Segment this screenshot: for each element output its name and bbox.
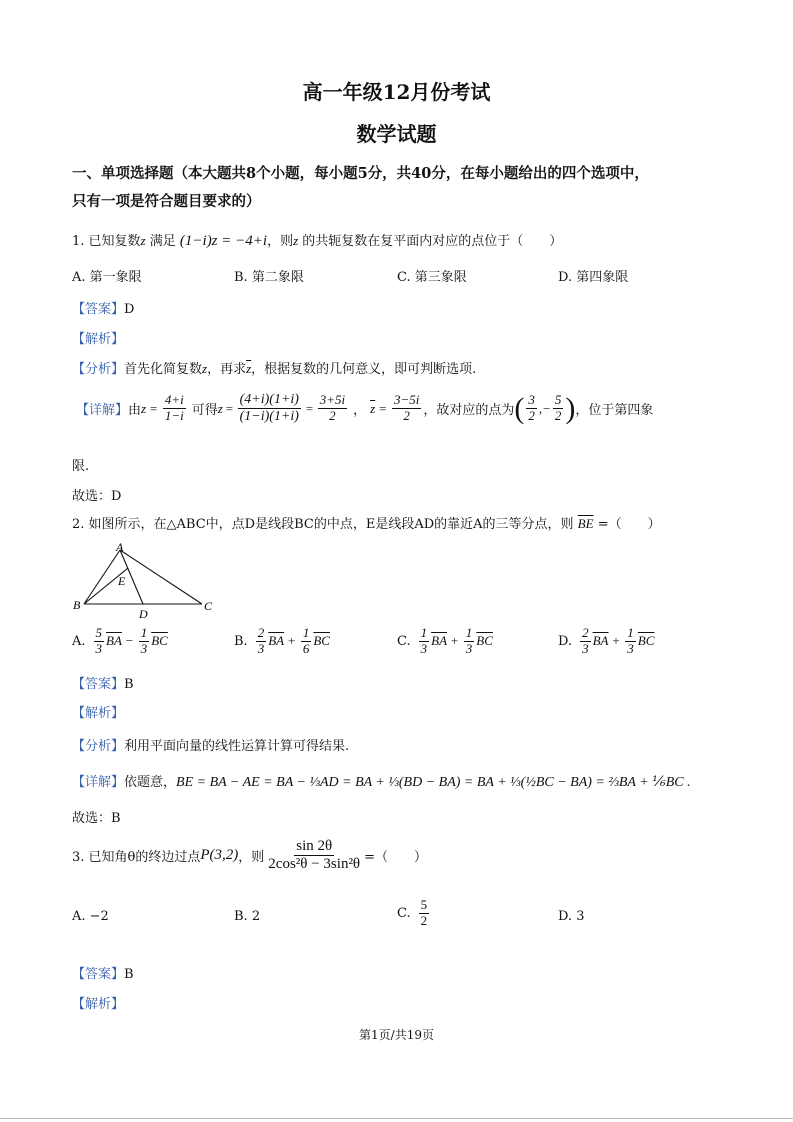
detail-label: 【详解】 [72, 775, 125, 790]
q1-stem-part: 的共轭复数在复平面内对应的点位于（ ） [302, 234, 563, 249]
frac-denominator: 3 [257, 640, 265, 656]
label-a: A [116, 540, 124, 554]
frac-numerator: 4+i [164, 392, 184, 408]
frac-numerator: 5 [95, 625, 103, 640]
q1-option-a: A. 第一象限 [72, 270, 142, 285]
q3-point: P(3,2) [200, 847, 239, 864]
q1-fenxi [72, 358, 476, 377]
coef-1 [256, 626, 267, 657]
option-prefix: C. [397, 905, 411, 921]
fenxi-label: 【分析】 [72, 739, 125, 754]
q1-option-d: D. 第四象限 [558, 270, 629, 285]
q2-option-c [397, 626, 493, 657]
frac-denominator: 2 [554, 408, 562, 424]
q1-detail-part: 由 [128, 403, 142, 419]
q2-conclusion: 故选：B [72, 811, 121, 826]
option-prefix: B. [234, 633, 248, 649]
frac-numerator: 1 [627, 625, 634, 640]
q1-analysis-label: 【解析】 [72, 332, 125, 347]
section-heading-line2: 只有一项是符合题目要求的） [72, 193, 261, 210]
q3-fraction [266, 838, 362, 874]
q1-conclusion: 故选：D [72, 489, 122, 504]
q1-var-z: z [140, 233, 146, 248]
section-heading-line1: 一、单项选择题（本大题共8个小题，每小题5分，共40分，在每小题给出的四个选项中， [72, 165, 649, 182]
q1-detail-cont: 限. [72, 459, 90, 474]
frac-denominator: 3 [465, 640, 473, 656]
q2-stem-end: =（ ） [597, 517, 661, 532]
frac-denominator: (1−i)(1+i) [239, 409, 299, 425]
frac-numerator: 5 [554, 392, 562, 408]
q1-detail-part: 可得 [191, 403, 218, 419]
q1-var-zbar: $\overline{z}$ [246, 361, 252, 376]
frac-denominator: 2 [528, 408, 535, 424]
frac-denominator: 3 [140, 640, 148, 656]
option-prefix: A. [72, 633, 86, 649]
operator: + [287, 633, 296, 649]
q1-stem [72, 230, 562, 250]
frac-numerator: 3−5i [393, 392, 420, 408]
q1-frac-4 [392, 393, 421, 424]
frac-denominator: 2cos²θ − 3sin²θ [268, 856, 361, 873]
q2-option-d [558, 626, 654, 657]
q2-fenxi [72, 735, 349, 754]
q2-answer [72, 673, 134, 692]
q1-frac-3 [318, 393, 347, 424]
frac-denominator: 1−i [164, 408, 184, 424]
frac-numerator: 1 [302, 625, 310, 640]
vector: $\overline{BC}$ [476, 633, 493, 649]
frac-denominator: 3 [627, 640, 634, 656]
q2-option-b [234, 626, 330, 657]
point-sep: ,− [538, 400, 551, 416]
page-footer: 第1页/共19页 [359, 1028, 434, 1042]
vector: $\overline{BC}$ [637, 633, 655, 649]
operator: − [124, 633, 134, 649]
edge-ac [120, 550, 202, 604]
q1-point-x [526, 393, 537, 424]
q1-frac-1 [163, 393, 186, 424]
q1-fenxi-part: 首先化简复数 [124, 362, 203, 377]
label-c: C [204, 599, 213, 613]
vector: $\overline{BC}$ [313, 633, 330, 649]
frac-numerator: 1 [420, 625, 428, 640]
frac-numerator: 3+5i [319, 392, 346, 408]
label-d: D [139, 607, 148, 620]
q2-detail-expression: BE = BA − AE = BA − ⅓AD = BA + ⅓(BD − BA) = BA + ⅓(½BC − BA) = ⅔BA + ⅙BC . [176, 775, 691, 790]
triangle-figure [66, 538, 226, 620]
label-e: E [118, 574, 126, 588]
q3-stem-part: =（ ） [364, 850, 428, 866]
coef-1 [580, 626, 591, 657]
equals-sign: = [378, 400, 387, 416]
vector: $\overline{BA}$ [268, 633, 285, 649]
q1-var-z: z [293, 233, 299, 248]
answer-label: 【答案】 [72, 967, 125, 982]
option-prefix: C. [397, 633, 411, 649]
q1-fenxi-part: ，再求 [207, 362, 247, 377]
q1-answer [72, 298, 134, 317]
right-paren: ) [565, 391, 576, 425]
vector: $\overline{BA}$ [592, 633, 609, 649]
q3-answer [72, 963, 134, 982]
answer-label: 【答案】 [72, 677, 125, 692]
q1-var-z: z [141, 400, 147, 416]
operator: + [450, 633, 459, 649]
vector: $\overline{BC}$ [151, 633, 168, 649]
q1-var-zbar: $\overline{z}$ [370, 400, 376, 416]
q2-vector-be: $\overline{BE}$ [577, 516, 594, 531]
coef-1 [94, 626, 105, 657]
detail-label: 【详解】 [76, 403, 129, 419]
comma: ， [353, 403, 367, 419]
q1-equation: (1−i)z = −4+i [179, 233, 268, 249]
q3-stem [72, 838, 427, 874]
q1-stem-part: ，则 [267, 234, 294, 249]
answer-value: B [124, 677, 134, 692]
frac-numerator: 2 [582, 625, 589, 640]
label-b: B [73, 598, 81, 612]
coef-2 [139, 626, 150, 657]
q3-option-d: D. 3 [558, 909, 585, 924]
frac-numerator: 1 [140, 625, 148, 640]
frac-denominator: 3 [582, 640, 589, 656]
frac-numerator: 2 [257, 625, 265, 640]
frac-numerator: (4+i)(1+i) [238, 392, 301, 409]
q3-option-c [397, 898, 431, 929]
q3-stem-part: 3. 已知角θ的终边过点 [72, 850, 201, 866]
answer-value: B [124, 967, 134, 982]
frac-numerator: 1 [465, 625, 473, 640]
q1-fenxi-part: ，根据复数的几何意义，即可判断选项. [251, 362, 477, 377]
q1-detail-part: ，故对应的点为 [423, 403, 515, 419]
equals-sign: = [304, 400, 314, 416]
coef-2 [625, 626, 636, 657]
edge-ab [84, 550, 120, 604]
equals-sign: = [224, 400, 234, 416]
frac-numerator: 5 [420, 897, 428, 912]
vector: $\overline{BA}$ [106, 633, 122, 649]
q2-stem-text: 2. 如图所示，在△ABC中，点D是线段BC的中点，E是线段AD的靠近A的三等分点，则 [72, 517, 574, 532]
frac-numerator: 3 [528, 392, 535, 408]
q1-detail-part: ，位于第四象 [575, 403, 654, 419]
q1-option-b: B. 第二象限 [234, 270, 304, 285]
option-prefix: D. [558, 633, 573, 649]
q3-option-b: B. 2 [234, 909, 261, 924]
q1-var-z: z [217, 400, 223, 416]
coef-2 [464, 626, 475, 657]
q1-frac-2 [238, 392, 301, 425]
frac-denominator: 2 [403, 408, 410, 424]
page-title: 高一年级12月份考试 [302, 80, 491, 104]
q1-stem-part: 1. 已知复数 [72, 234, 141, 249]
q3-option-a: A. −2 [72, 909, 109, 924]
operator: + [611, 633, 621, 649]
q2-fenxi-text: 利用平面向量的线性运算计算可得结果. [124, 739, 350, 754]
frac-denominator: 3 [420, 640, 428, 656]
q2-option-a [72, 626, 168, 657]
q3-optc-fraction [419, 898, 430, 929]
q3-analysis-label: 【解析】 [72, 997, 125, 1012]
frac-numerator: sin 2θ [294, 838, 334, 856]
q1-point-y [553, 393, 564, 424]
frac-denominator: 3 [95, 640, 103, 656]
equals-sign: = [149, 400, 158, 416]
fenxi-label: 【分析】 [72, 362, 125, 377]
q2-detail [72, 771, 691, 791]
q2-analysis-label: 【解析】 [72, 706, 125, 721]
q1-detail [76, 392, 653, 425]
q2-stem [72, 513, 661, 532]
q2-detail-intro: 依题意， [124, 775, 177, 790]
q1-stem-part: 满足 [149, 234, 176, 249]
coef-1 [419, 626, 430, 657]
q3-stem-part: ，则 [238, 850, 265, 866]
frac-denominator: 2 [420, 912, 428, 928]
left-paren: ( [514, 391, 525, 425]
vector: $\overline{BA}$ [431, 633, 448, 649]
q1-option-c: C. 第三象限 [397, 270, 467, 285]
q1-var-z: z [202, 361, 208, 376]
frac-denominator: 2 [329, 408, 336, 424]
coef-2 [301, 626, 312, 657]
answer-label: 【答案】 [72, 302, 125, 317]
page-subtitle: 数学试题 [356, 122, 437, 146]
frac-denominator: 6 [302, 640, 310, 656]
page-bottom-rule [0, 1118, 793, 1119]
answer-value: D [124, 302, 135, 317]
